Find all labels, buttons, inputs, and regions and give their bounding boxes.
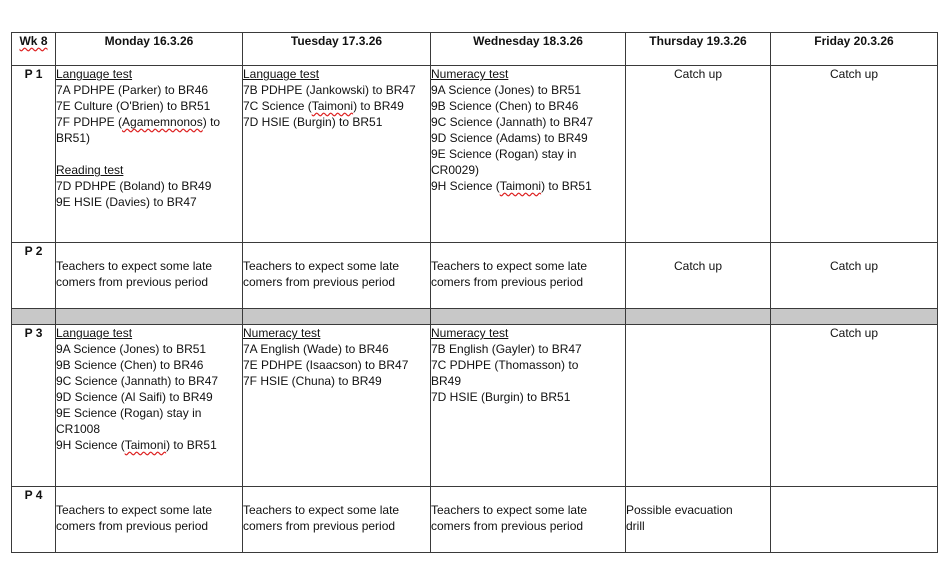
- note-line: comers from previous period: [431, 519, 584, 533]
- cell-p3-friday: Catch up: [771, 325, 938, 487]
- text-part: 9H Science (: [56, 438, 125, 452]
- period-row-p4: [12, 487, 938, 553]
- class-line: 7E PDHPE (Isaacson) to BR47: [243, 358, 409, 372]
- text-part: ) to BR49: [353, 99, 404, 113]
- cell-p1-monday: [56, 66, 243, 243]
- cell-p4-thursday: [626, 487, 771, 553]
- class-line: 7C PDHPE (Thomasson) to: [431, 358, 579, 372]
- day-header-thursday: Thursday 19.3.26: [626, 33, 771, 66]
- break-cell: [56, 309, 243, 325]
- period-row-p1: [12, 66, 938, 243]
- cell-p4-wednesday: [431, 487, 626, 553]
- class-line: [243, 98, 430, 114]
- class-line: 9E Science (Rogan) stay in: [431, 147, 577, 161]
- day-header-tuesday: Tuesday 17.3.26: [243, 33, 431, 66]
- break-row: [12, 309, 938, 325]
- note-line: drill: [626, 519, 645, 533]
- cell-p2-tuesday: [243, 243, 431, 309]
- class-line: 7F HSIE (Chuna) to BR49: [243, 374, 382, 388]
- class-line: 9E Science (Rogan) stay in: [56, 406, 202, 420]
- class-line: CR1008: [56, 422, 101, 436]
- text-part: ) to: [202, 115, 221, 129]
- teacher-name: Taimoni: [311, 99, 354, 113]
- period-label: P 4: [12, 487, 56, 553]
- period-row-p3: [12, 325, 938, 487]
- class-line: 7A PDHPE (Parker) to BR46: [56, 83, 209, 97]
- note-line: comers from previous period: [56, 519, 209, 533]
- period-row-p2: [12, 243, 938, 309]
- cell-p4-tuesday: [243, 487, 431, 553]
- break-cell: [626, 309, 771, 325]
- week-text: Wk 8: [19, 34, 48, 48]
- cell-p3-monday: [56, 325, 243, 487]
- cell-p2-monday: [56, 243, 243, 309]
- test-heading: Reading test: [56, 163, 124, 177]
- note-line: Teachers to expect some late: [431, 259, 588, 273]
- note-line: Teachers to expect some late: [56, 259, 213, 273]
- class-line: 9B Science (Chen) to BR46: [431, 99, 579, 113]
- break-cell: [771, 309, 938, 325]
- note-line: comers from previous period: [243, 519, 396, 533]
- text-part: 7C Science (: [243, 99, 312, 113]
- class-line: [56, 114, 242, 130]
- period-label: P 1: [12, 66, 56, 243]
- text-part: 9H Science (: [431, 179, 500, 193]
- class-line: 7B PDHPE (Jankowski) to BR47: [243, 83, 416, 97]
- timetable: [11, 32, 938, 553]
- class-line: 9A Science (Jones) to BR51: [56, 342, 207, 356]
- class-line: 7D HSIE (Burgin) to BR51: [431, 390, 571, 404]
- break-cell: [243, 309, 431, 325]
- class-line: [431, 178, 625, 194]
- test-heading: Language test: [243, 67, 320, 81]
- text-part: ) to BR51: [166, 438, 217, 452]
- cell-p3-wednesday: [431, 325, 626, 487]
- class-line: 9C Science (Jannath) to BR47: [431, 115, 594, 129]
- day-header-wednesday: Wednesday 18.3.26: [431, 33, 626, 66]
- note-line: Teachers to expect some late: [56, 503, 213, 517]
- spacer: [56, 146, 242, 162]
- class-line: 9C Science (Jannath) to BR47: [56, 374, 219, 388]
- teacher-name: Taimoni: [499, 179, 542, 193]
- class-line: 7A English (Wade) to BR46: [243, 342, 389, 356]
- class-line: 9E HSIE (Davies) to BR47: [56, 195, 197, 209]
- class-line: 9D Science (Adams) to BR49: [431, 131, 588, 145]
- cell-p1-friday: Catch up: [771, 66, 938, 243]
- cell-p1-thursday: Catch up: [626, 66, 771, 243]
- note-line: Possible evacuation: [626, 503, 733, 517]
- cell-p2-wednesday: [431, 243, 626, 309]
- cell-p3-tuesday: [243, 325, 431, 487]
- class-line: 9A Science (Jones) to BR51: [431, 83, 582, 97]
- period-label: P 2: [12, 243, 56, 309]
- cell-p3-thursday: [626, 325, 771, 487]
- class-line: 9B Science (Chen) to BR46: [56, 358, 204, 372]
- day-header-monday: Monday 16.3.26: [56, 33, 243, 66]
- test-heading: Numeracy test: [431, 326, 509, 340]
- class-line: 9D Science (Al Saifi) to BR49: [56, 390, 213, 404]
- test-heading: Numeracy test: [431, 67, 509, 81]
- test-heading: Language test: [56, 326, 133, 340]
- cell-p1-wednesday: [431, 66, 626, 243]
- cell-p1-tuesday: [243, 66, 431, 243]
- note-line: Teachers to expect some late: [243, 259, 400, 273]
- class-line: 7D PDHPE (Boland) to BR49: [56, 179, 212, 193]
- class-line: 7E Culture (O'Brien) to BR51: [56, 99, 211, 113]
- text-part: ) to BR51: [541, 179, 592, 193]
- week-label: [12, 33, 56, 66]
- cell-p4-friday: [771, 487, 938, 553]
- class-line: BR49: [431, 374, 462, 388]
- class-line: 7D HSIE (Burgin) to BR51: [243, 115, 383, 129]
- period-label: P 3: [12, 325, 56, 487]
- class-line: CR0029): [431, 163, 480, 177]
- day-header-friday: Friday 20.3.26: [771, 33, 938, 66]
- note-line: comers from previous period: [243, 275, 396, 289]
- note-line: comers from previous period: [56, 275, 209, 289]
- test-heading: Language test: [56, 67, 133, 81]
- class-line: BR51): [56, 131, 91, 145]
- break-cell: [431, 309, 626, 325]
- note-line: Teachers to expect some late: [431, 503, 588, 517]
- class-line: 7B English (Gayler) to BR47: [431, 342, 582, 356]
- cell-p2-friday: Catch up: [771, 243, 938, 309]
- teacher-name: Taimoni: [124, 438, 167, 452]
- cell-p4-monday: [56, 487, 243, 553]
- note-line: Teachers to expect some late: [243, 503, 400, 517]
- text-part: 7F PDHPE (: [56, 115, 123, 129]
- cell-p2-thursday: Catch up: [626, 243, 771, 309]
- break-cell: [12, 309, 56, 325]
- note-line: comers from previous period: [431, 275, 584, 289]
- header-row: [12, 33, 938, 66]
- teacher-name: Agamemnonos: [122, 115, 203, 129]
- test-heading: Numeracy test: [243, 326, 321, 340]
- class-line: [56, 437, 242, 453]
